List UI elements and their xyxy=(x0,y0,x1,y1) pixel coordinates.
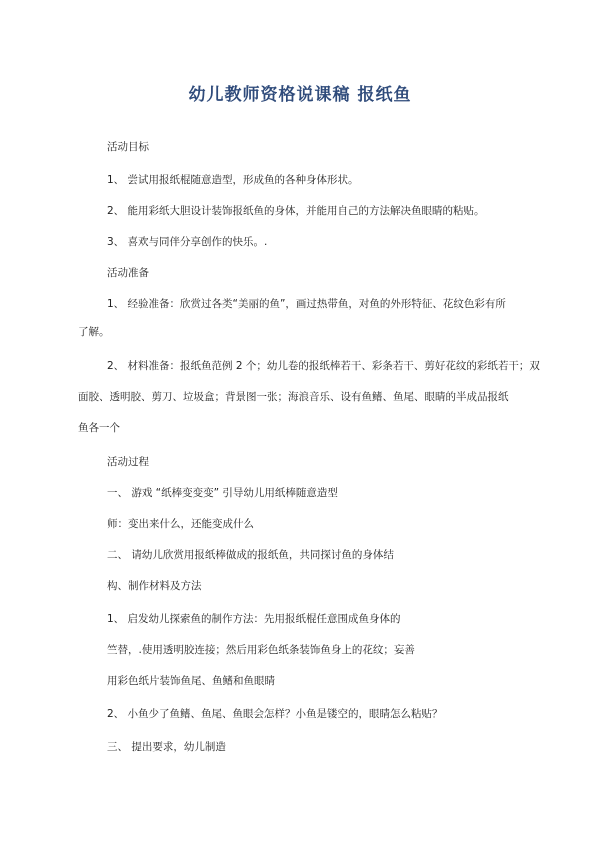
process-step-1: 一、 游戏 “纸棒变变变” 引导幼儿用纸棒随意造型 xyxy=(107,487,338,499)
goal-item-2: 2、 能用彩纸大胆设计装饰报纸鱼的身体，并能用自己的方法解决鱼眼睛的粘贴。 xyxy=(107,205,485,217)
process-step-1-teacher: 师：变出来什么，还能变成什么 xyxy=(107,518,254,530)
prep-item-1-line-2: 了解。 xyxy=(78,326,110,338)
prep-item-2-line-1: 2、 材料准备：报纸鱼范例 2 个；幼儿卷的报纸棒若干、彩条若干、剪好花纹的彩纸若干；双 xyxy=(107,360,540,372)
section-heading-process: 活动过程 xyxy=(107,456,149,468)
goal-item-1: 1、 尝试用报纸棍随意造型，形成鱼的各种身体形状。 xyxy=(107,174,359,186)
section-heading-preparation: 活动准备 xyxy=(107,267,149,279)
prep-item-2-line-2: 面胶、透明胶、剪刀、垃圾盒；背景图一张；海浪音乐、设有鱼鳍、鱼尾、眼睛的半成品报纸 xyxy=(78,391,509,403)
process-step-3: 三、 提出要求，幼儿制造 xyxy=(107,741,226,753)
document-title: 幼儿教师资格说课稿 报纸鱼 xyxy=(188,85,412,105)
prep-item-1-line-1: 1、 经验准备：欣赏过各类“美丽的鱼”，画过热带鱼，对鱼的外形特征、花纹色彩有所 xyxy=(107,298,506,310)
process-substep-2: 2、 小鱼少了鱼鳍、鱼尾、鱼眼会怎样？小鱼是镂空的，眼睛怎么粘贴？ xyxy=(107,708,443,720)
goal-item-3: 3、 喜欢与同伴分享创作的快乐。. xyxy=(107,236,268,248)
section-heading-goals: 活动目标 xyxy=(107,141,149,153)
process-substep-1-line-2: 竺替，.使用透明胶连接；然后用彩色纸条装饰鱼身上的花纹；妄善 xyxy=(107,644,415,656)
process-substep-1-line-3: 用彩色纸片装饰鱼尾、鱼鳍和鱼眼睛 xyxy=(107,675,275,687)
process-step-2-line-2: 构、制作材料及方法 xyxy=(107,580,202,592)
process-substep-1-line-1: 1、 启发幼儿探索鱼的制作方法：先用报纸棍任意围成鱼身体的 xyxy=(107,613,401,625)
prep-item-2-line-3: 鱼各一个 xyxy=(78,422,120,434)
process-step-2-line-1: 二、 请幼儿欣赏用报纸棒做成的报纸鱼，共同探讨鱼的身体结 xyxy=(107,549,394,561)
